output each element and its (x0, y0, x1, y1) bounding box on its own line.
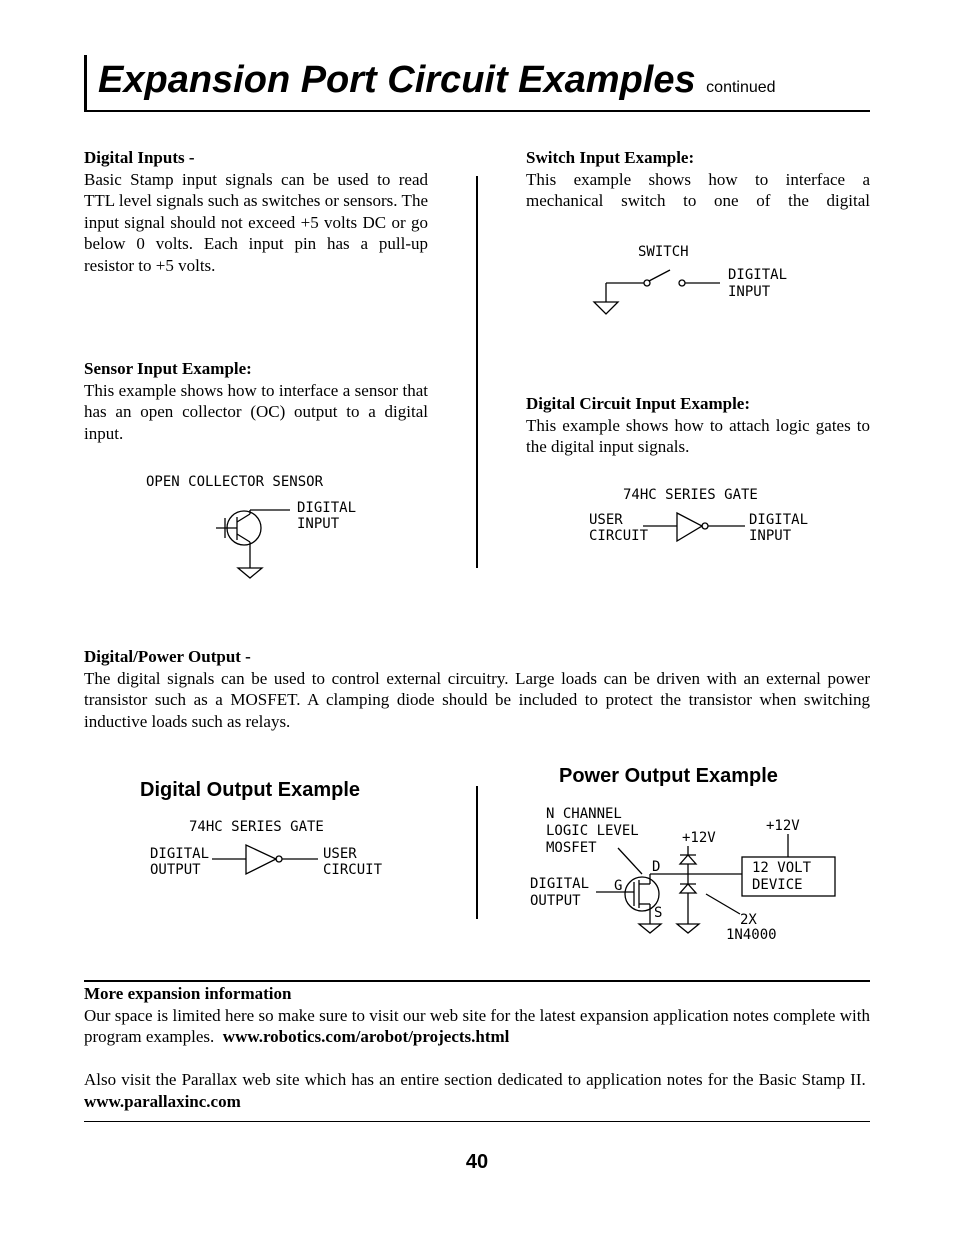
ground-icon (677, 924, 699, 933)
diode-label-2: 1N4000 (726, 927, 777, 943)
ground-icon (639, 924, 661, 933)
transistor-emitter (237, 534, 250, 542)
switch-label: SWITCH (638, 244, 689, 260)
digital-power-output-section (84, 646, 870, 732)
digital-output-in-label-2: OUTPUT (150, 862, 201, 878)
sensor-input-body: This example shows how to interface a sensor that has an open collector (OC) output to a digital input. (84, 380, 428, 443)
ground-icon (594, 302, 618, 314)
more-info-paragraph-2 (84, 1069, 870, 1112)
digital-circuit-input-heading: Digital Circuit Input Example: (526, 394, 751, 413)
more-info-body-1: Our space is limited here so make sure to visit our web site for the latest expansion application notes complete with program examples. (84, 1005, 870, 1046)
digital-power-output-body: The digital signals can be used to control external circuitry. Large loads can be driven with an external power transistor such as a MOSFET. A clamping diode should be included to protect the transistor when switching inductive loads such as relays. (84, 668, 870, 731)
mosfet-label-1: N CHANNEL (546, 806, 622, 822)
switch-out-label-2: INPUT (728, 284, 771, 300)
inverter-gate-icon (677, 513, 702, 541)
diode-pointer (706, 894, 740, 914)
column-divider-upper (476, 176, 478, 568)
sensor-input-section (84, 358, 428, 444)
device-label-1: 12 VOLT (752, 860, 812, 876)
header-left-rule (84, 55, 87, 112)
mosfet-label-2: LOGIC LEVEL (546, 823, 639, 839)
section-rule-top (84, 980, 870, 982)
power-in-label-2: OUTPUT (530, 893, 581, 909)
transistor-collector (237, 514, 250, 522)
digital-inputs-section (84, 147, 428, 276)
sensor-diagram (140, 470, 390, 585)
digital-inputs-heading: Digital Inputs - (84, 148, 195, 167)
switch-input-section (526, 147, 870, 212)
page-title (98, 57, 776, 111)
ground-icon (238, 568, 262, 578)
gate-input-in-label-2: CIRCUIT (589, 528, 649, 544)
supply-label-1: +12V (682, 830, 716, 846)
page-number: 40 (465, 1151, 489, 1173)
supply-label-2: +12V (766, 818, 800, 834)
digital-circuit-input-body: This example shows how to attach logic gates to the digital input signals. (526, 415, 870, 456)
gate-input-out-label-2: INPUT (749, 528, 792, 544)
inverter-gate-icon (246, 845, 276, 874)
device-label-2: DEVICE (752, 877, 803, 893)
more-info-paragraph-1 (84, 1005, 870, 1048)
diode-icon-1 (680, 855, 696, 864)
power-output-diagram (526, 802, 846, 944)
more-info-body-2: Also visit the Parallax web site which has an entire section dedicated to application notes for the Basic Stamp II. (84, 1070, 866, 1089)
switch-diagram (590, 240, 820, 320)
title-continued: continued (706, 79, 776, 96)
switch-input-body: This example shows how to interface a mechanical switch to one of the digital (526, 169, 870, 210)
page-title-text: Expansion Port Circuit Examples (98, 59, 696, 101)
digital-circuit-input-section (526, 393, 870, 458)
source-label: S (654, 905, 663, 921)
more-info-section (84, 983, 870, 1112)
digital-output-heading: Digital Output Example (140, 779, 361, 801)
power-in-label-1: DIGITAL (530, 876, 590, 892)
drain-label: D (652, 859, 661, 875)
sensor-out-label-1: DIGITAL (297, 500, 357, 516)
switch-out-label-1: DIGITAL (728, 267, 788, 283)
section-rule-bottom (84, 1121, 870, 1122)
page-header (84, 55, 870, 112)
header-bottom-rule (84, 110, 870, 112)
gate-input-diagram (585, 484, 835, 554)
paragraph-spacer (84, 1048, 870, 1070)
digital-power-output-heading: Digital/Power Output - (84, 647, 251, 666)
digital-output-out-label-2: CIRCUIT (323, 862, 383, 878)
switch-input-heading: Switch Input Example: (526, 148, 695, 167)
sensor-input-heading: Sensor Input Example: (84, 359, 252, 378)
gate-label: G (614, 878, 623, 894)
mosfet-pointer (618, 848, 642, 874)
power-output-heading: Power Output Example (559, 765, 778, 787)
gate-input-out-label-1: DIGITAL (749, 512, 809, 528)
digital-output-in-label-1: DIGITAL (150, 846, 210, 862)
diode-label-1: 2X (740, 912, 757, 928)
mosfet-label-3: MOSFET (546, 840, 597, 856)
column-divider-lower (476, 786, 478, 919)
gate-input-title-label: 74HC SERIES GATE (623, 487, 758, 503)
parallax-link[interactable]: www.parallaxinc.com (84, 1091, 241, 1111)
switch-lever (649, 270, 670, 281)
sensor-title-label: OPEN COLLECTOR SENSOR (146, 474, 324, 490)
digital-output-diagram (146, 816, 396, 882)
diode-icon-2 (680, 884, 696, 893)
switch-contact-right (679, 280, 685, 286)
robotics-link[interactable]: www.robotics.com/arobot/projects.html (222, 1027, 510, 1046)
more-info-heading: More expansion information (84, 984, 292, 1003)
gate-input-in-label-1: USER (589, 512, 623, 528)
sensor-out-label-2: INPUT (297, 516, 340, 532)
digital-output-out-label-1: USER (323, 846, 357, 862)
digital-output-title-label: 74HC SERIES GATE (189, 819, 324, 835)
digital-inputs-body: Basic Stamp input signals can be used to read TTL level signals such as switches or sensors. The input signal should not exceed +5 volts DC or go below 0 volts. Each input pin has a pull-up resistor to +5 volts. (84, 169, 428, 275)
